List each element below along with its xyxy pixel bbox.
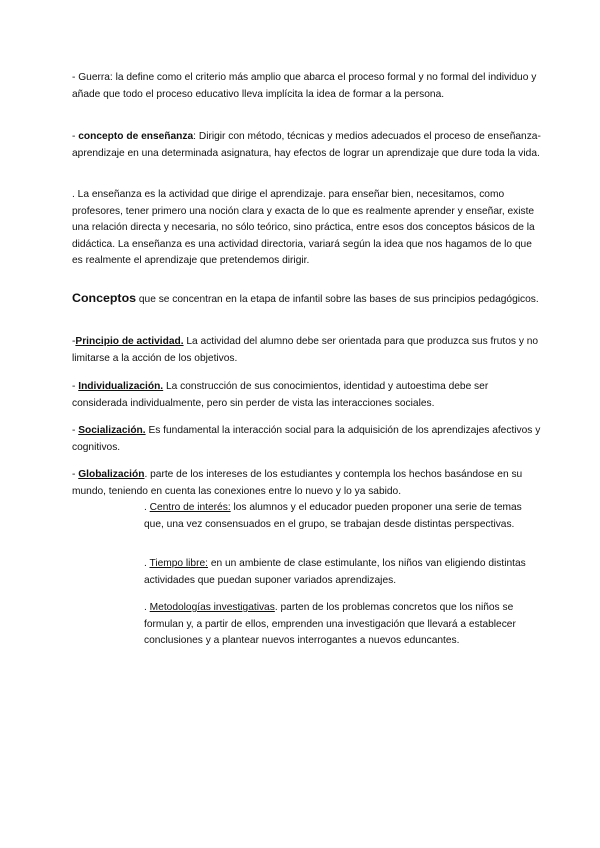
metodologias-prefix: . (144, 602, 150, 613)
paragraph-concepto-ensenanza (72, 129, 542, 162)
concepto-ensenanza-prefix: - (72, 131, 79, 142)
paragraph-tiempo-libre (144, 556, 544, 589)
paragraph-ensenanza (72, 187, 542, 270)
concepto-ensenanza-text: : Dirigir con método, técnicas y medios adecuados el proceso de enseñanza- aprendizaje en una determinada asignatura, hay efectos de lograr un aprendizaje que dure toda la vida. (72, 131, 541, 159)
paragraph-individualizacion (72, 379, 542, 412)
metodologias-term: Metodologías investigativas (149, 602, 275, 613)
principio-actividad-prefix: - (72, 336, 76, 347)
conceptos-term: Conceptos (72, 291, 137, 305)
globalizacion-term: Globalización (78, 469, 145, 480)
paragraph-globalizacion (72, 467, 542, 500)
tiempo-libre-prefix: . (144, 558, 150, 569)
centro-interes-prefix: . (144, 502, 150, 513)
paragraph-principio-actividad (72, 334, 542, 367)
principio-actividad-text: La actividad del alumno debe ser orientada para que produzca sus frutos y no limitarse a la acción de los objetivos. (72, 336, 539, 364)
paragraph-conceptos (72, 290, 542, 309)
individualizacion-term: Individualización. (78, 381, 164, 392)
socializacion-text: Es fundamental la interacción social para la adquisición de los aprendizajes afectivos y cognitivos. (72, 425, 541, 453)
globalizacion-text: . parte de los intereses de los estudiantes y contempla los hechos basándose en su mundo, teniendo en cuenta las conexiones entre lo nuevo y lo ya sabido. (72, 469, 523, 497)
paragraph-guerra (72, 70, 542, 103)
globalizacion-prefix: - (72, 469, 79, 480)
metodologias-text: . parten de los problemas concretos que los niños se formulan y, a partir de ellos, emprenden una investigación que llevará a establecer conclusiones y a plantear nuevos interrogantes a nuevos eduncantes. (144, 602, 516, 646)
socializacion-term: Socialización. (78, 425, 146, 436)
concepto-ensenanza-term: concepto de enseñanza (78, 131, 194, 142)
guerra-text: - Guerra: la define como el criterio más amplio que abarca el proceso formal y no formal del individuo y añade que todo el proceso educativo lleva implícita la idea de formar a la persona. (72, 72, 537, 100)
socializacion-prefix: - (72, 425, 79, 436)
centro-interes-text: los alumnos y el educador pueden proponer una serie de temas que, una vez consensuados en el grupo, se trabajan desde distintas perspectivas. (144, 502, 522, 530)
paragraph-metodologias (144, 600, 544, 650)
individualizacion-text: La construcción de sus conocimientos, identidad y autoestima debe ser considerada individualmente, pero sin perder de vista las interacciones sociales. (72, 381, 489, 409)
individualizacion-prefix: - (72, 381, 79, 392)
paragraph-centro-interes (144, 500, 544, 533)
ensenanza-text: . La enseñanza es la actividad que dirige el aprendizaje. para enseñar bien, necesitamos, como profesores, tener primero una noción clara y exacta de lo que es realmente aprender y enseñar, existe una relación directa y necesaria, no sólo teórico, sino práctica, entre esos dos conceptos básicos de la didáctica. La enseñanza es una actividad directoria, variará según la idea que nos hagamos de lo que es realmente el aprendizaje que pretendemos dirigir. (72, 189, 535, 266)
principio-actividad-term: Principio de actividad. (75, 336, 184, 347)
conceptos-text: que se concentran en la etapa de infantil sobre las bases de sus principios pedagógicos. (136, 294, 539, 305)
centro-interes-term: Centro de interés: (149, 502, 231, 513)
tiempo-libre-term: Tiempo libre: (149, 558, 208, 569)
paragraph-socializacion (72, 423, 542, 456)
tiempo-libre-text: en un ambiente de clase estimulante, los niños van eligiendo distintas actividades que puedan suponer variados aprendizajes. (144, 558, 526, 586)
